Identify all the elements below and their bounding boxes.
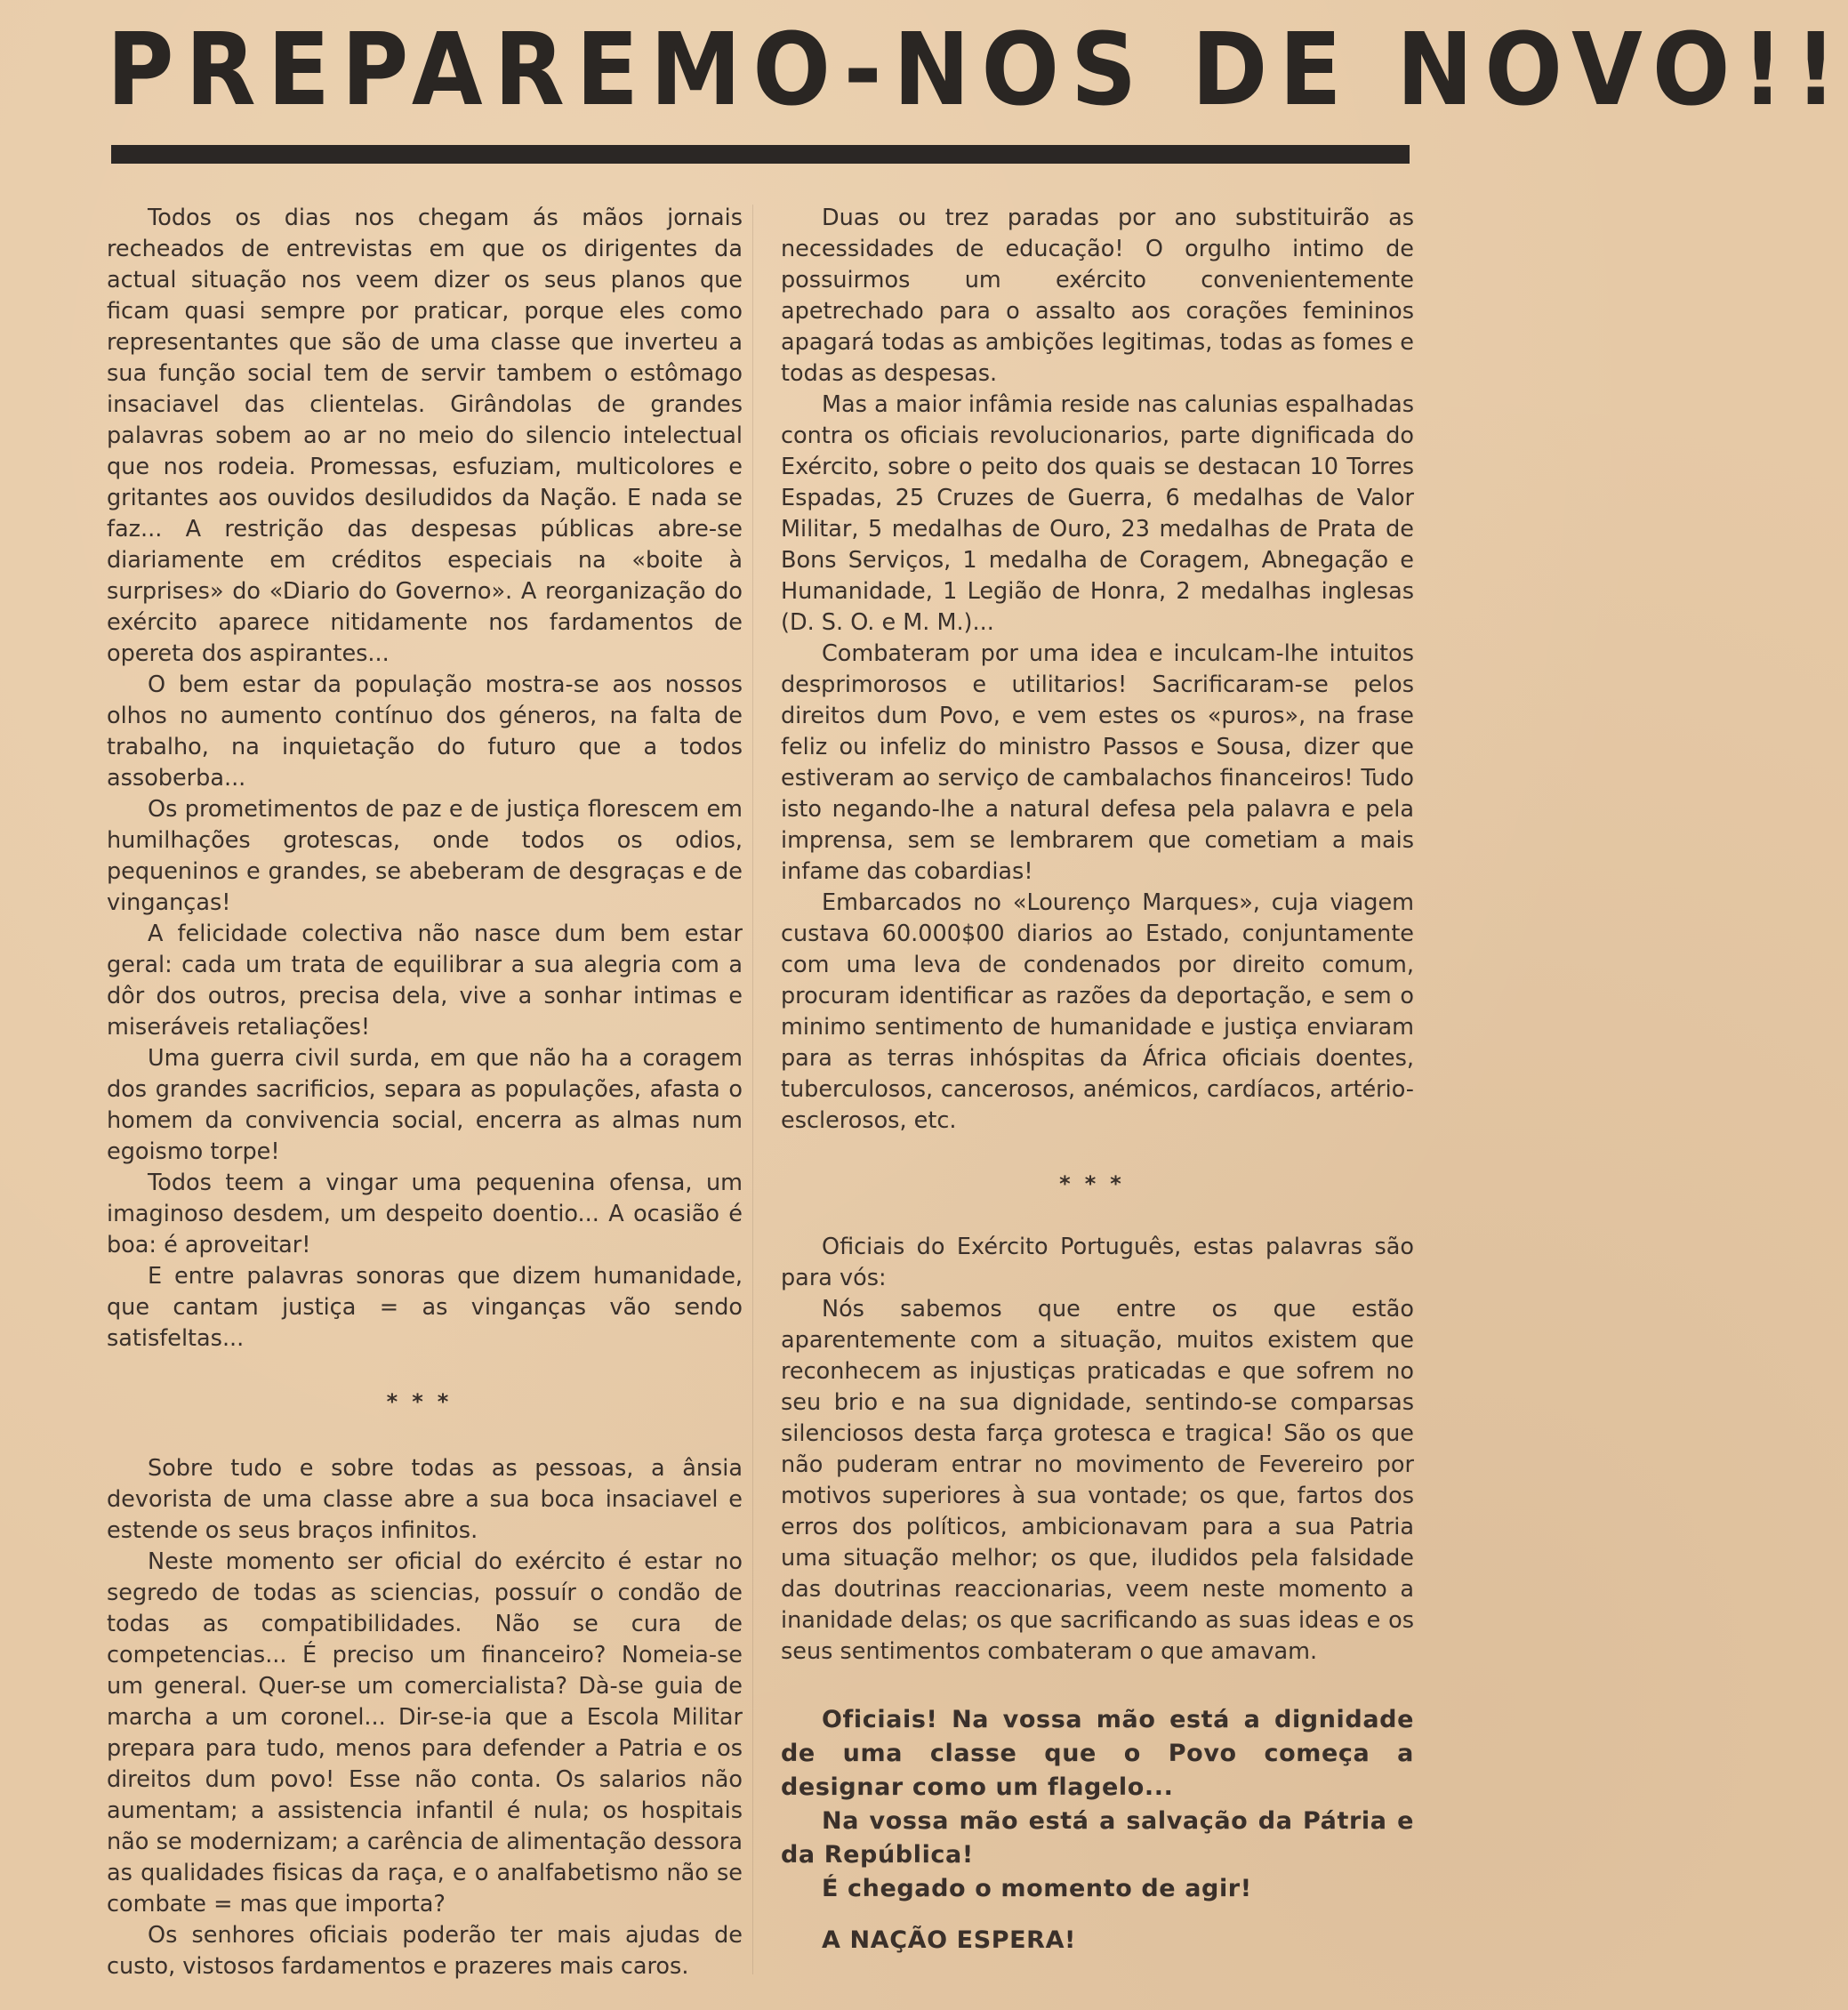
left-paragraph: Os prometimentos de paz e de justiça florescem em humilhações grotescas, onde todos os odios, pequeninos e grandes, se abeberam de desgraças e de vinganças! — [107, 796, 743, 916]
closing-line: A NAÇÃO ESPERA! — [822, 1926, 1076, 1954]
column-divider — [752, 205, 753, 1974]
headline-rule — [111, 145, 1410, 164]
left-paragraph: Os senhores oficiais poderão ter mais ajudas de custo, vistosos fardamentos e prazeres mais caros. — [107, 1922, 743, 1980]
left-paragraph: Neste momento ser oficial do exército é estar no segredo de todas as sciencias, possuír o condão de todas as compatibilidades. Não se cura de competencias... É preciso um financeiro? Nomeia-se um general. Quer-se um comercialista? Dà-se guia de marcha a um coronel... Dir-se-ia que a Escola Militar prepara para tudo, menos para defender a Patria e os direitos dum povo! Esse não conta. Os salarios não aumentam; a assistencia infantil é nula; os hospitais não se modernizam; a carência de alimentação dessora as qualidades fisicas da raça, e o analfabetismo não se combate = mas que importa? — [107, 1548, 743, 1918]
right-paragraph: Duas ou trez paradas por ano substituirão as necessidades de educação! O orgulho intimo de possuirmos um exército convenientemente apetrechado para o assalto aos corações femininos apagará todas as ambições legitimas, todas as fomes e todas as despesas. — [781, 205, 1414, 387]
right-paragraph: Mas a maior infâmia reside nas calunias espalhadas contra os oficiais revolucionarios, parte dignificada do Exército, sobre o peito dos quais se destacan 10 Torres Espadas, 25 Cruzes de Guerra, 6 medalhas de Valor Militar, 5 medalhas de Ouro, 23 medalhas de Prata de Bons Serviços, 1 medalha de Coragem, Abnegação e Humanidade, 1 Legião de Honra, 2 medalhas inglesas (D. S. O. e M. M.)... — [781, 391, 1414, 636]
left-paragraph: Sobre tudo e sobre todas as pessoas, a ânsia devorista de uma classe abre a sua boca insaciavel e estende os seus braços infinitos. — [107, 1455, 743, 1544]
headline: PREPAREMO-NOS DE NOVO!! — [107, 12, 1848, 128]
closing-appeal — [781, 1703, 1414, 1958]
left-column — [107, 203, 743, 1982]
right-paragraph: Nós sabemos que entre os que estão aparentemente com a situação, muitos existem que reconhecem as injustiças praticadas e que sofrem no seu brio e na sua dignidade, sentindo-se comparsas silenciosos desta farça grotesca e tragica! São os que não puderam entrar no movimento de Fevereiro por motivos superiores à sua vontade; os que, fartos dos erros dos políticos, ambicionavam para a sua Patria uma situação melhor; os que, iludidos pela falsidade das doutrinas reaccionarias, veem neste momento a inanidade delas; os que sacrificando as suas ideas e os seus sentimentos combateram o que amavam. — [781, 1296, 1414, 1665]
left-paragraph: A felicidade colectiva não nasce dum bem estar geral: cada um trata de equilibrar a sua alegria com a dôr dos outros, precisa dela, vive a sonhar intimas e miseráveis retaliações! — [107, 921, 743, 1041]
right-paragraph: Oficiais do Exército Português, estas palavras são para vós: — [781, 1234, 1414, 1291]
closing-line: É chegado o momento de agir! — [822, 1875, 1252, 1902]
left-paragraph: O bem estar da população mostra-se aos nossos olhos no aumento contínuo dos géneros, na falta de trabalho, na inquietação do futuro que a todos assoberba... — [107, 671, 743, 792]
left-paragraph: Uma guerra civil surda, em que não ha a coragem dos grandes sacrificios, separa as populações, afasta o homem da convivencia social, encerra as almas num egoismo torpe! — [107, 1045, 743, 1165]
left-paragraph: E entre palavras sonoras que dizem humanidade, que cantam justiça = as vinganças vão sendo satisfeltas... — [107, 1263, 743, 1352]
closing-line: Na vossa mão está a salvação da Pátria e da República! — [781, 1807, 1414, 1869]
section-separator: *** — [1059, 1171, 1136, 1196]
right-paragraph: Combateram por uma idea e inculcam-lhe intuitos desprimorosos e utilitarios! Sacrificaram-se pelos direitos dum Povo, e vem estes os «puros», na frase feliz ou infeliz do ministro Passos e Sousa, dizer que estiveram ao serviço de cambalachos financeiros! Tudo isto negando-lhe a natural defesa pela palavra e pela imprensa, sem se lembrarem que cometiam a mais infame das cobardias! — [781, 640, 1414, 885]
closing-line: Oficiais! Na vossa mão está a dignidade de uma classe que o Povo começa a designar como um flagelo... — [781, 1706, 1414, 1801]
right-paragraph: Embarcados no «Lourenço Marques», cuja viagem custava 60.000$00 diarios ao Estado, conjuntamente com uma leva de condenados por direito comum, procuram identificar as razões da deportação, e sem o minimo sentimento de humanidade e justiça enviaram para as terras inhóspitas da África oficiais doentes, tuberculosos, cancerosos, anémicos, cardíacos, artério-esclerosos, etc. — [781, 889, 1414, 1134]
left-paragraph: Todos teem a vingar uma pequenina ofensa, um imaginoso desdem, um despeito doentio... A ocasião é boa: é aproveitar! — [107, 1170, 743, 1258]
section-separator: *** — [386, 1389, 463, 1414]
left-paragraph: Todos os dias nos chegam ás mãos jornais recheados de entrevistas em que os dirigentes da actual situação nos veem dizer os seus planos que ficam quasi sempre por praticar, porque eles como representantes que são de uma classe que inverteu a sua função social tem de servir tambem o estômago insaciavel das clientelas. Girândolas de grandes palavras sobem ao ar no meio do silencio intelectual que nos rodeia. Promessas, esfuziam, multicolores e gritantes aos ouvidos desiludidos da Nação. E nada se faz... A restrição das despesas públicas abre-se diariamente em créditos especiais na «boite à surprises» do «Diario do Governo». A reorganização do exército aparece nitidamente nos fardamentos de opereta dos aspirantes... — [107, 205, 743, 667]
right-column — [781, 203, 1414, 1958]
